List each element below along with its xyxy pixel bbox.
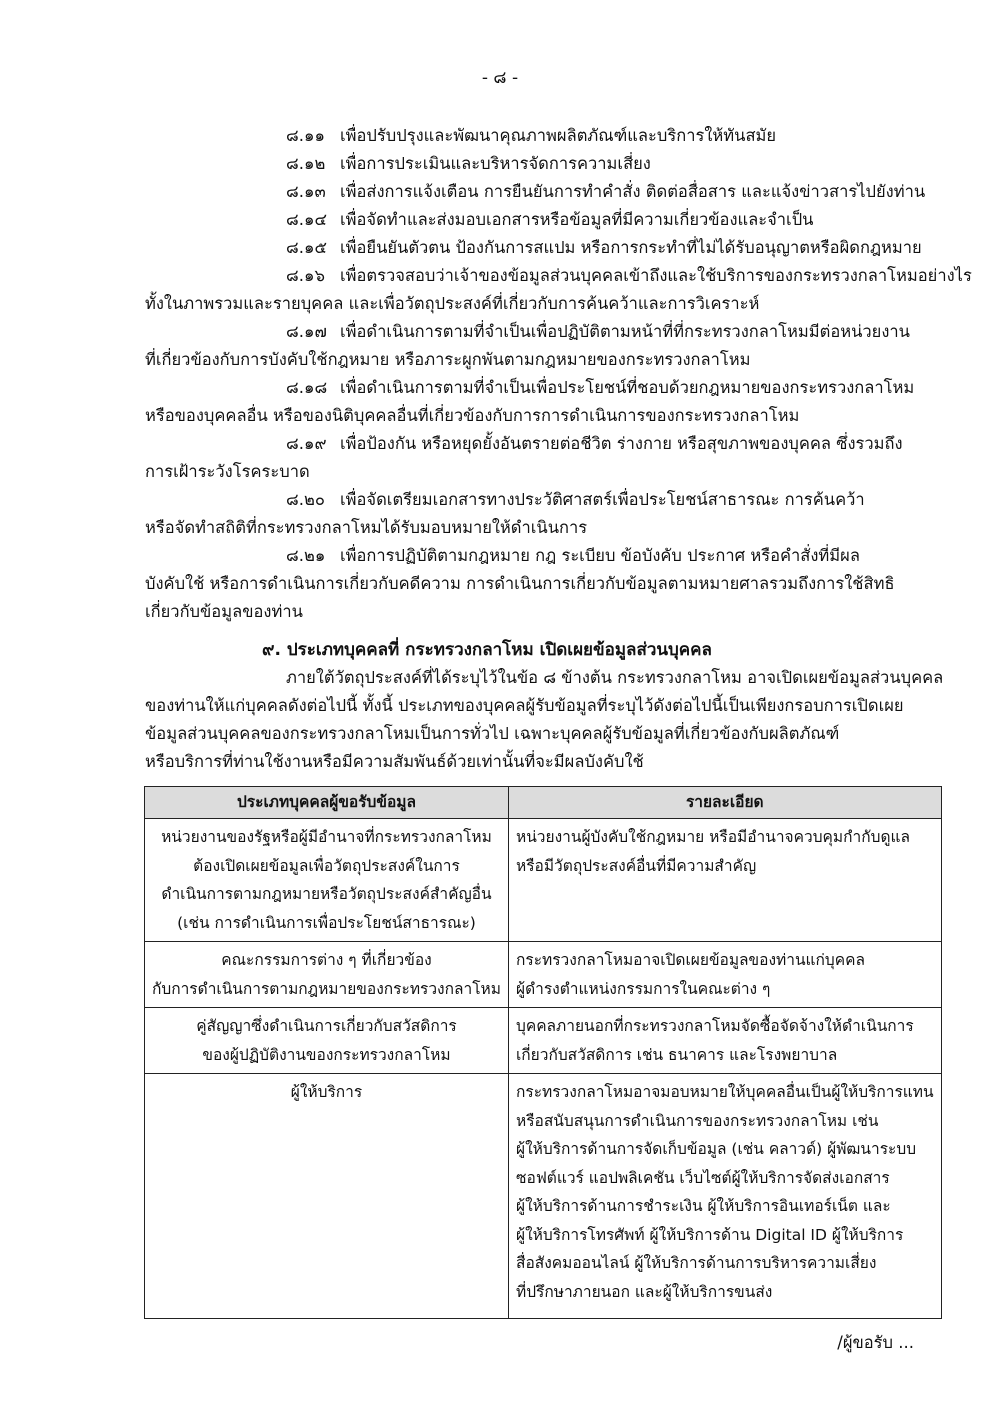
recipient-type-cell bbox=[145, 1074, 509, 1319]
recipient-type-cell bbox=[145, 942, 509, 1008]
item-8-17-cont: ที่เกี่ยวข้องกับการบังคับใช้กฎหมาย หรือภาระผูกพันตามกฎหมายของกระทรวงกลาโหม bbox=[145, 350, 751, 369]
item-text: เพื่อดำเนินการตามที่จำเป็นเพื่อปฏิบัติตามหน้าที่ที่กระทรวงกลาโหมมีต่อหน่วยงาน bbox=[340, 322, 910, 341]
item-number: ๘.๒๑ bbox=[286, 546, 326, 565]
item-8-20 bbox=[286, 486, 865, 514]
detail-cell bbox=[508, 942, 941, 1008]
item-text: เพื่อการประเมินและบริหารจัดการความเสี่ยง bbox=[340, 154, 651, 173]
table-row bbox=[145, 942, 942, 1008]
item-number: ๘.๑๒ bbox=[286, 154, 326, 173]
table-row bbox=[145, 819, 942, 942]
item-8-14 bbox=[286, 206, 813, 234]
detail-cell bbox=[508, 1008, 941, 1074]
cell-line: กระทรวงกลาโหมอาจมอบหมายให้บุคคลอื่นเป็นผู้ให้บริการแทน bbox=[515, 1083, 934, 1101]
recipient-type-cell bbox=[145, 819, 509, 942]
cell-line: ผู้ให้บริการด้านการจัดเก็บข้อมูล (เช่น คลาวด์) ผู้พัฒนาระบบ bbox=[515, 1140, 917, 1158]
section-9-paragraph-line: ข้อมูลส่วนบุคคลของกระทรวงกลาโหมเป็นการทั่วไป เฉพาะบุคคลผู้รับข้อมูลที่เกี่ยวข้องกับผลิตภัณฑ์ bbox=[145, 724, 840, 743]
item-text: เพื่อตรวจสอบว่าเจ้าของข้อมูลส่วนบุคคลเข้าถึงและใช้บริการของกระทรวงกลาโหมอย่างไร bbox=[340, 266, 972, 285]
item-8-21-cont-2: เกี่ยวกับข้อมูลของท่าน bbox=[145, 602, 303, 621]
cell-line: ที่ปรึกษาภายนอก และผู้ให้บริการขนส่ง bbox=[515, 1282, 773, 1301]
item-8-15 bbox=[286, 234, 922, 262]
section-9-paragraph-line: ของท่านให้แก่บุคคลดังต่อไปนี้ ทั้งนี้ ประเภทของบุคคลผู้รับข้อมูลที่ระบุไว้ดังต่อไปนี้เป็นเพียงกรอบการเปิดเผย bbox=[145, 696, 904, 715]
item-number: ๘.๑๔ bbox=[286, 210, 327, 229]
item-8-20-cont: หรือจัดทำสถิติที่กระทรวงกลาโหมได้รับมอบหมายให้ดำเนินการ bbox=[145, 518, 588, 537]
section-9-paragraph-line: ภายใต้วัตถุประสงค์ที่ได้ระบุไว้ในข้อ ๘ ข้างต้น กระทรวงกลาโหม อาจเปิดเผยข้อมูลส่วนบุคคล bbox=[286, 668, 944, 687]
cell-line: คณะกรรมการต่าง ๆ ที่เกี่ยวข้อง bbox=[221, 951, 432, 969]
cell-line: กับการดำเนินการตามกฎหมายของกระทรวงกลาโหม bbox=[152, 979, 501, 998]
cell-line: ผู้ดำรงตำแหน่งกรรมการในคณะต่าง ๆ bbox=[515, 979, 771, 998]
continuation-footer: /ผู้ขอรับ ... bbox=[837, 1333, 914, 1352]
table-header-row bbox=[145, 787, 942, 819]
recipient-type-cell bbox=[145, 1008, 509, 1074]
item-8-13 bbox=[286, 178, 925, 206]
item-8-18 bbox=[286, 374, 914, 402]
item-text: เพื่อปรับปรุงและพัฒนาคุณภาพผลิตภัณฑ์และบริการให้ทันสมัย bbox=[340, 126, 777, 145]
cell-line: คู่สัญญาซึ่งดำเนินการเกี่ยวกับสวัสดิการ bbox=[196, 1017, 457, 1035]
item-8-11 bbox=[286, 122, 776, 150]
item-text: เพื่อส่งการแจ้งเตือน การยืนยันการทำคำสั่ง ติดต่อสื่อสาร และแจ้งข่าวสารไปยังท่าน bbox=[340, 182, 926, 201]
cell-line: หรือมีวัตถุประสงค์อื่นที่มีความสำคัญ bbox=[515, 856, 757, 875]
item-8-21 bbox=[286, 542, 860, 570]
item-8-12 bbox=[286, 150, 651, 178]
cell-line: ผู้ให้บริการโทรศัพท์ ผู้ให้บริการด้าน Digital ID ผู้ให้บริการ bbox=[515, 1225, 904, 1244]
detail-cell bbox=[508, 1074, 941, 1319]
cell-line: สื่อสังคมออนไลน์ ผู้ให้บริการด้านการบริหารความเสี่ยง bbox=[515, 1254, 877, 1272]
cell-line: ผู้ให้บริการ bbox=[290, 1083, 363, 1101]
item-8-18-cont: หรือของบุคคลอื่น หรือของนิติบุคคลอื่นที่เกี่ยวข้องกับการการดำเนินการของกระทรวงกลาโหม bbox=[145, 406, 800, 425]
table-row bbox=[145, 1008, 942, 1074]
cell-line: ดำเนินการตามกฎหมายหรือวัตถุประสงค์สำคัญอื่น bbox=[161, 885, 492, 903]
cell-line: ผู้ให้บริการด้านการชำระเงิน ผู้ให้บริการอินเทอร์เน็ต และ bbox=[515, 1197, 891, 1215]
item-number: ๘.๑๓ bbox=[286, 182, 326, 201]
item-text: เพื่อจัดทำและส่งมอบเอกสารหรือข้อมูลที่มีความเกี่ยวข้องและจำเป็น bbox=[340, 210, 814, 229]
cell-line: ซอฟต์แวร์ แอปพลิเคชัน เว็บไซต์ผู้ให้บริการจัดส่งเอกสาร bbox=[515, 1168, 890, 1187]
cell-line: ต้องเปิดเผยข้อมูลเพื่อวัตถุประสงค์ในการ bbox=[193, 856, 460, 875]
item-8-19-cont: การเฝ้าระวังโรคระบาด bbox=[145, 462, 310, 481]
cell-line: (เช่น การดำเนินการเพื่อประโยชน์สาธารณะ) bbox=[177, 913, 476, 932]
cell-line: เกี่ยวกับสวัสดิการ เช่น ธนาคาร และโรงพยาบาล bbox=[515, 1045, 838, 1064]
item-number: ๘.๑๗ bbox=[286, 322, 327, 341]
item-number: ๘.๑๕ bbox=[286, 238, 327, 257]
header-details: รายละเอียด bbox=[508, 787, 941, 819]
detail-cell bbox=[508, 819, 941, 942]
item-number: ๘.๑๘ bbox=[286, 378, 328, 397]
item-text: เพื่อจัดเตรียมเอกสารทางประวัติศาสตร์เพื่อประโยชน์สาธารณะ การค้นคว้า bbox=[340, 490, 865, 509]
item-8-21-cont-1: บังคับใช้ หรือการดำเนินการเกี่ยวกับคดีความ การดำเนินการเกี่ยวกับข้อมูลตามหมายศาลรวมถึงการใช้สิทธิ bbox=[145, 574, 895, 593]
item-number: ๘.๒๐ bbox=[286, 490, 325, 509]
item-number: ๘.๑๙ bbox=[286, 434, 327, 453]
cell-line: กระทรวงกลาโหมอาจเปิดเผยข้อมูลของท่านแก่บุคคล bbox=[515, 951, 865, 969]
cell-line: หน่วยงานของรัฐหรือผู้มีอำนาจที่กระทรวงกลาโหม bbox=[161, 828, 492, 846]
item-text: เพื่อป้องกัน หรือหยุดยั้งอันตรายต่อชีวิต ร่างกาย หรือสุขภาพของบุคคล ซึ่งรวมถึง bbox=[340, 434, 903, 453]
table-row bbox=[145, 1074, 942, 1319]
cell-line: หรือสนับสนุนการดำเนินการของกระทรวงกลาโหม เช่น bbox=[515, 1111, 879, 1130]
page-number: - ๘ - bbox=[481, 68, 519, 88]
cell-line: หน่วยงานผู้บังคับใช้กฎหมาย หรือมีอำนาจควบคุมกำกับดูแล bbox=[515, 828, 911, 846]
item-8-16-cont: ทั้งในภาพรวมและรายบุคคล และเพื่อวัตถุประสงค์ที่เกี่ยวกับการค้นคว้าและการวิเคราะห์ bbox=[145, 294, 760, 313]
header-recipient-type: ประเภทบุคคลผู้ขอรับข้อมูล bbox=[145, 787, 509, 819]
section-9-heading: ๙. ประเภทบุคคลที่ กระทรวงกลาโหม เปิดเผยข้อมูลส่วนบุคคล bbox=[262, 640, 712, 660]
item-text: เพื่อการปฏิบัติตามกฎหมาย กฎ ระเบียบ ข้อบังคับ ประกาศ หรือคำสั่งที่มีผล bbox=[340, 546, 860, 565]
cell-line: ของผู้ปฏิบัติงานของกระทรวงกลาโหม bbox=[202, 1045, 451, 1064]
cell-line: บุคคลภายนอกที่กระทรวงกลาโหมจัดซื้อจัดจ้างให้ดำเนินการ bbox=[515, 1017, 914, 1035]
item-number: ๘.๑๖ bbox=[286, 266, 325, 285]
item-number: ๘.๑๑ bbox=[286, 126, 325, 145]
item-8-19 bbox=[286, 430, 903, 458]
section-9-paragraph-line: หรือบริการที่ท่านใช้งานหรือมีความสัมพันธ์ด้วยเท่านั้นที่จะมีผลบังคับใช้ bbox=[145, 752, 644, 771]
item-8-16 bbox=[286, 262, 972, 290]
item-text: เพื่อยืนยันตัวตน ป้องกันการสแปม หรือการกระทำที่ไม่ได้รับอนุญาตหรือผิดกฎหมาย bbox=[340, 238, 922, 257]
item-text: เพื่อดำเนินการตามที่จำเป็นเพื่อประโยชน์ที่ชอบด้วยกฎหมายของกระทรวงกลาโหม bbox=[340, 378, 915, 397]
item-8-17 bbox=[286, 318, 910, 346]
recipients-table bbox=[144, 786, 942, 1319]
